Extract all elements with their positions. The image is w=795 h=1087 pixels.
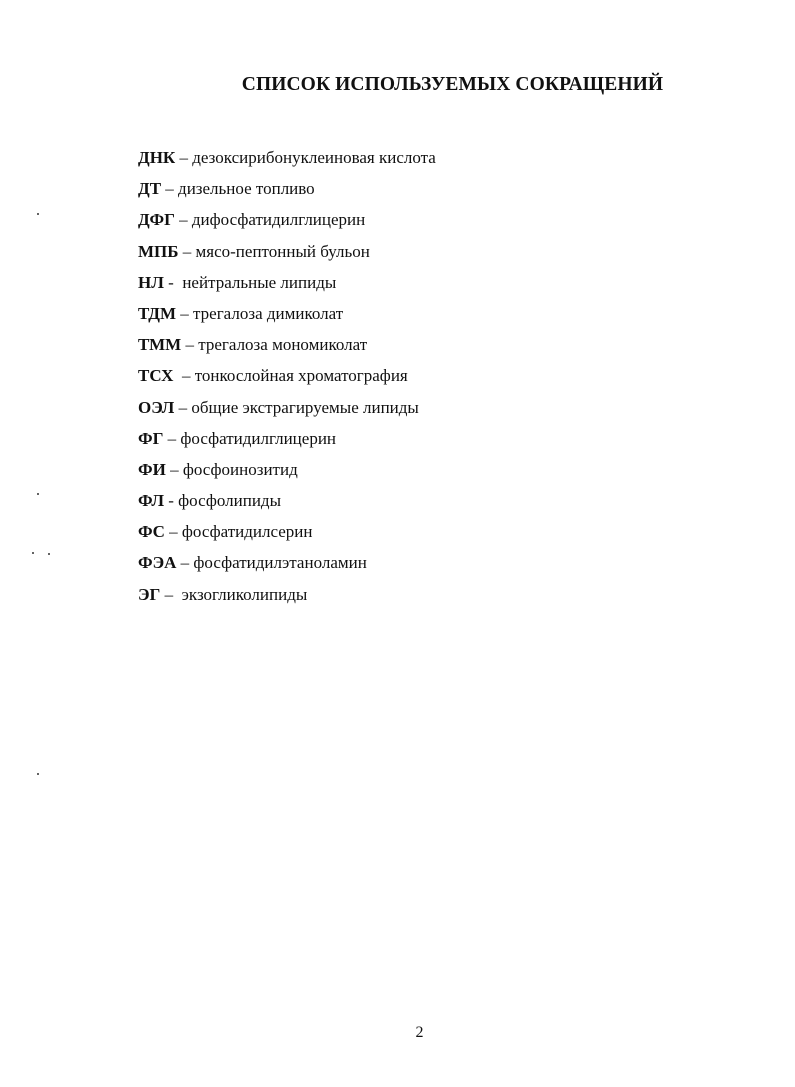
abbreviation-separator: –	[164, 522, 182, 542]
list-item	[138, 395, 436, 426]
abbreviation-term: ДНК	[138, 148, 176, 167]
abbreviation-definition: нейтральные липиды	[182, 272, 337, 292]
abbreviation-term: ФС	[138, 522, 165, 542]
abbreviation-definition: фосфолипиды	[178, 491, 282, 511]
abbreviation-separator: –	[173, 366, 195, 386]
scan-speck	[48, 553, 50, 555]
list-item	[138, 176, 436, 207]
abbreviation-term: ДТ	[138, 179, 162, 199]
abbreviation-separator: –	[176, 303, 194, 323]
list-item	[138, 519, 436, 550]
list-item	[138, 207, 436, 238]
abbreviation-term: ОЭЛ	[138, 397, 175, 417]
abbreviation-definition: дифосфатидилглицерин	[191, 210, 366, 230]
list-item	[138, 239, 436, 270]
abbreviation-separator: –	[161, 179, 179, 199]
abbreviation-term: ФИ	[138, 459, 166, 479]
abbreviation-list	[138, 145, 436, 613]
abbreviation-definition: фосфатидилсерин	[181, 522, 313, 542]
abbreviation-term: ТСХ	[138, 366, 174, 386]
abbreviation-separator: -	[164, 491, 179, 511]
abbreviation-definition: дезоксирибонуклеиновая кислота	[192, 148, 436, 167]
abbreviation-term: НЛ	[138, 272, 164, 292]
abbreviation-term: ДФГ	[138, 210, 175, 230]
abbreviation-separator: –	[174, 397, 192, 417]
abbreviation-separator: –	[181, 335, 199, 355]
abbreviation-separator: –	[174, 210, 192, 230]
abbreviation-separator: –	[176, 553, 194, 573]
abbreviation-separator: –	[165, 459, 183, 479]
abbreviation-definition: экзогликолипиды	[181, 584, 308, 604]
abbreviation-term: ФЛ	[138, 491, 164, 511]
abbreviation-definition: дизельное топливо	[178, 179, 315, 199]
abbreviation-definition: фосфатидилэтаноламин	[193, 553, 367, 573]
list-item	[138, 457, 436, 488]
abbreviation-term: МПБ	[138, 241, 179, 261]
abbreviation-definition: тонкослойная хроматография	[194, 366, 408, 386]
abbreviation-definition: трегалоза мономиколат	[198, 335, 368, 355]
page-number: 2	[415, 1024, 424, 1041]
abbreviation-definition: фосфоинозитид	[182, 459, 298, 479]
list-item	[138, 426, 436, 457]
abbreviation-term: ТММ	[138, 335, 182, 355]
abbreviation-definition: фосфатидилглицерин	[180, 428, 337, 448]
list-item	[138, 363, 436, 394]
list-item	[138, 301, 436, 332]
abbreviation-definition: мясо-пептонный бульон	[195, 241, 370, 261]
abbreviation-separator: –	[163, 428, 181, 448]
abbreviation-term: ФЭА	[138, 553, 177, 573]
abbreviation-term: ТДМ	[138, 303, 177, 323]
scan-speck	[37, 493, 39, 495]
abbreviation-separator: -	[163, 272, 183, 292]
list-item	[138, 550, 436, 581]
abbreviation-term: ЭГ	[138, 584, 161, 604]
abbreviation-term: ФГ	[138, 428, 164, 448]
list-item	[138, 145, 436, 176]
abbreviation-separator: –	[160, 584, 182, 604]
list-item	[138, 488, 436, 519]
list-item	[138, 332, 436, 363]
scan-speck	[32, 552, 34, 554]
list-item	[138, 270, 436, 301]
scan-speck	[37, 773, 39, 775]
abbreviation-definition: общие экстрагируемые липиды	[191, 397, 419, 417]
abbreviation-separator: –	[178, 241, 196, 261]
list-item	[138, 582, 436, 613]
scan-speck	[37, 213, 39, 215]
page-title: СПИСОК ИСПОЛЬЗУЕМЫХ СОКРАЩЕНИЙ	[241, 74, 664, 95]
abbreviation-definition: трегалоза димиколат	[193, 303, 344, 323]
abbreviation-separator: –	[175, 148, 193, 167]
